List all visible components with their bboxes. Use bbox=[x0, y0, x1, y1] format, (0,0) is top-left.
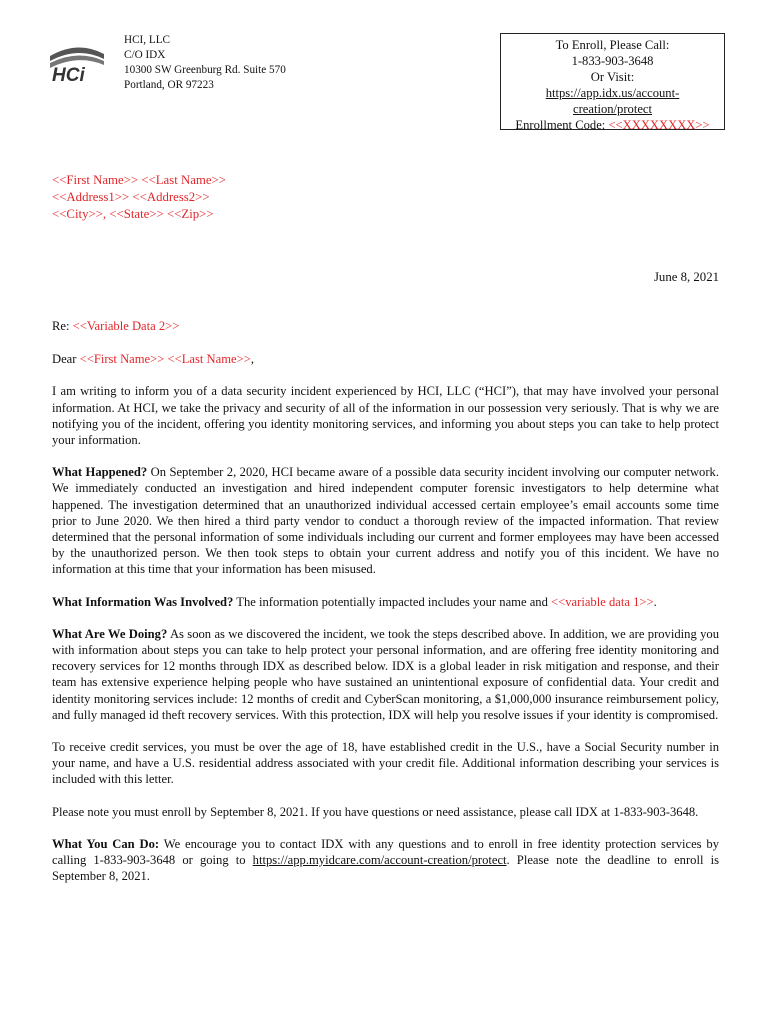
what-can-do-heading: What You Can Do: bbox=[52, 836, 160, 851]
what-doing-text: As soon as we discovered the incident, we took the steps described above. In addition, we are providing you with information about steps you can take to help protect your personal information, and are offering free identity monitoring and recovery services for 12 months through IDX as described below. IDX is a global leader in risk mitigation and response, and their team has extensive experience helping people who have sustained an unintentional exposure of confidential data. Your credit and identity monitoring services include: 12 months of credit and CyberScan monitoring, a $1,000,000 insurance reimbursement policy, and fully managed id theft recovery services. With this protection, IDX will help you resolve issues if your identity is compromised. bbox=[52, 626, 719, 722]
re-label: Re: bbox=[52, 319, 73, 333]
enroll-visit-label: Or Visit: bbox=[590, 70, 635, 84]
what-can-do-paragraph bbox=[52, 836, 719, 885]
sender-line: 10300 SW Greenburg Rd. Suite 570 bbox=[124, 64, 286, 76]
letter-body bbox=[52, 318, 719, 900]
enroll-call-label: To Enroll, Please Call: bbox=[555, 38, 670, 52]
recipient-line: <<Address1>> <<Address2>> bbox=[52, 190, 210, 204]
enrollment-box bbox=[500, 33, 725, 130]
enroll-url-link-continued[interactable]: creation/protect bbox=[572, 102, 653, 116]
what-involved-text: The information potentially impacted includes your name and bbox=[233, 594, 552, 609]
salutation-name: <<First Name>> <<Last Name>> bbox=[79, 352, 251, 367]
logo-text: HCi bbox=[52, 65, 85, 84]
recipient-address bbox=[52, 172, 226, 223]
idcare-enroll-link[interactable]: https://app.myidcare.com/account-creation/protect bbox=[252, 853, 507, 868]
re-line bbox=[52, 318, 719, 334]
what-can-do-end: . Please note the deadline to enroll is September 8, 2021. bbox=[52, 853, 719, 884]
intro-paragraph: I am writing to inform you of a data security incident experienced by HCI, LLC (“HCI”), that may have involved your personal information. At HCI, we take the privacy and security of all of the information in our possession very seriously. That is why we are notifying you of the incident, offering you identity monitoring services, and informing you about steps you can take to help protect your information. bbox=[52, 384, 719, 448]
what-involved-end: . bbox=[653, 594, 657, 609]
re-value: <<Variable Data 2>> bbox=[72, 319, 180, 333]
sender-line: Portland, OR 97223 bbox=[124, 79, 214, 91]
enroll-url-link[interactable]: https://app.idx.us/account- bbox=[545, 86, 680, 100]
recipient-line: <<First Name>> <<Last Name>> bbox=[52, 173, 226, 187]
enroll-code-label: Enrollment Code: bbox=[515, 118, 609, 132]
enrollment-code bbox=[501, 117, 724, 133]
what-can-do-text: We encourage you to contact IDX with any questions and to enroll in free identity protection services by calling 1-833-903-3648 or going to bbox=[52, 836, 719, 868]
what-involved-paragraph bbox=[52, 594, 719, 610]
salutation-prefix: Dear bbox=[52, 352, 80, 367]
what-doing-paragraph bbox=[52, 626, 719, 723]
letter-date: June 8, 2021 bbox=[653, 270, 719, 284]
what-happened-paragraph bbox=[52, 464, 719, 577]
salutation bbox=[52, 351, 719, 367]
hci-logo bbox=[48, 42, 108, 84]
variable-data-1: <<variable data 1>> bbox=[551, 594, 654, 609]
sender-address bbox=[124, 33, 286, 93]
deadline-paragraph: Please note you must enroll by September 8, 2021. If you have questions or need assistance, please call IDX at 1-833-903-3648. bbox=[52, 804, 699, 819]
sender-line: HCI, LLC bbox=[124, 34, 170, 46]
recipient-line: <<City>>, <<State>> <<Zip>> bbox=[52, 207, 214, 221]
what-happened-text: On September 2, 2020, HCI became aware of a possible data security incident involving our computer network. We immediately conducted an investigation and hired independent computer forensic investigators to help determine what happened. The investigation determined that an unauthorized individual accessed certain employee’s email accounts some time prior to June 2020. We then hired a third party vendor to conduct a thorough review of the impacted information. That review determined that the personal information of some individuals including our current and former employees may have been accessed by the unauthorized person. We then took steps to obtain your current address and notify you of this incident. We have no information at this time that your information has been misused. bbox=[52, 465, 719, 577]
what-happened-heading: What Happened? bbox=[52, 465, 148, 480]
what-doing-heading: What Are We Doing? bbox=[52, 626, 168, 641]
what-involved-heading: What Information Was Involved? bbox=[52, 594, 234, 609]
credit-services-paragraph: To receive credit services, you must be over the age of 18, have established credit in the U.S., have a Social Security number in your name, and have a U.S. residential address associated with your credit file. Additional information describing your services is included with this letter. bbox=[52, 740, 719, 787]
enroll-phone: 1-833-903-3648 bbox=[571, 54, 654, 68]
enroll-code-value: <<XXXXXXXX>> bbox=[608, 118, 710, 132]
sender-line: C/O IDX bbox=[124, 49, 166, 61]
salutation-suffix: , bbox=[250, 352, 254, 367]
